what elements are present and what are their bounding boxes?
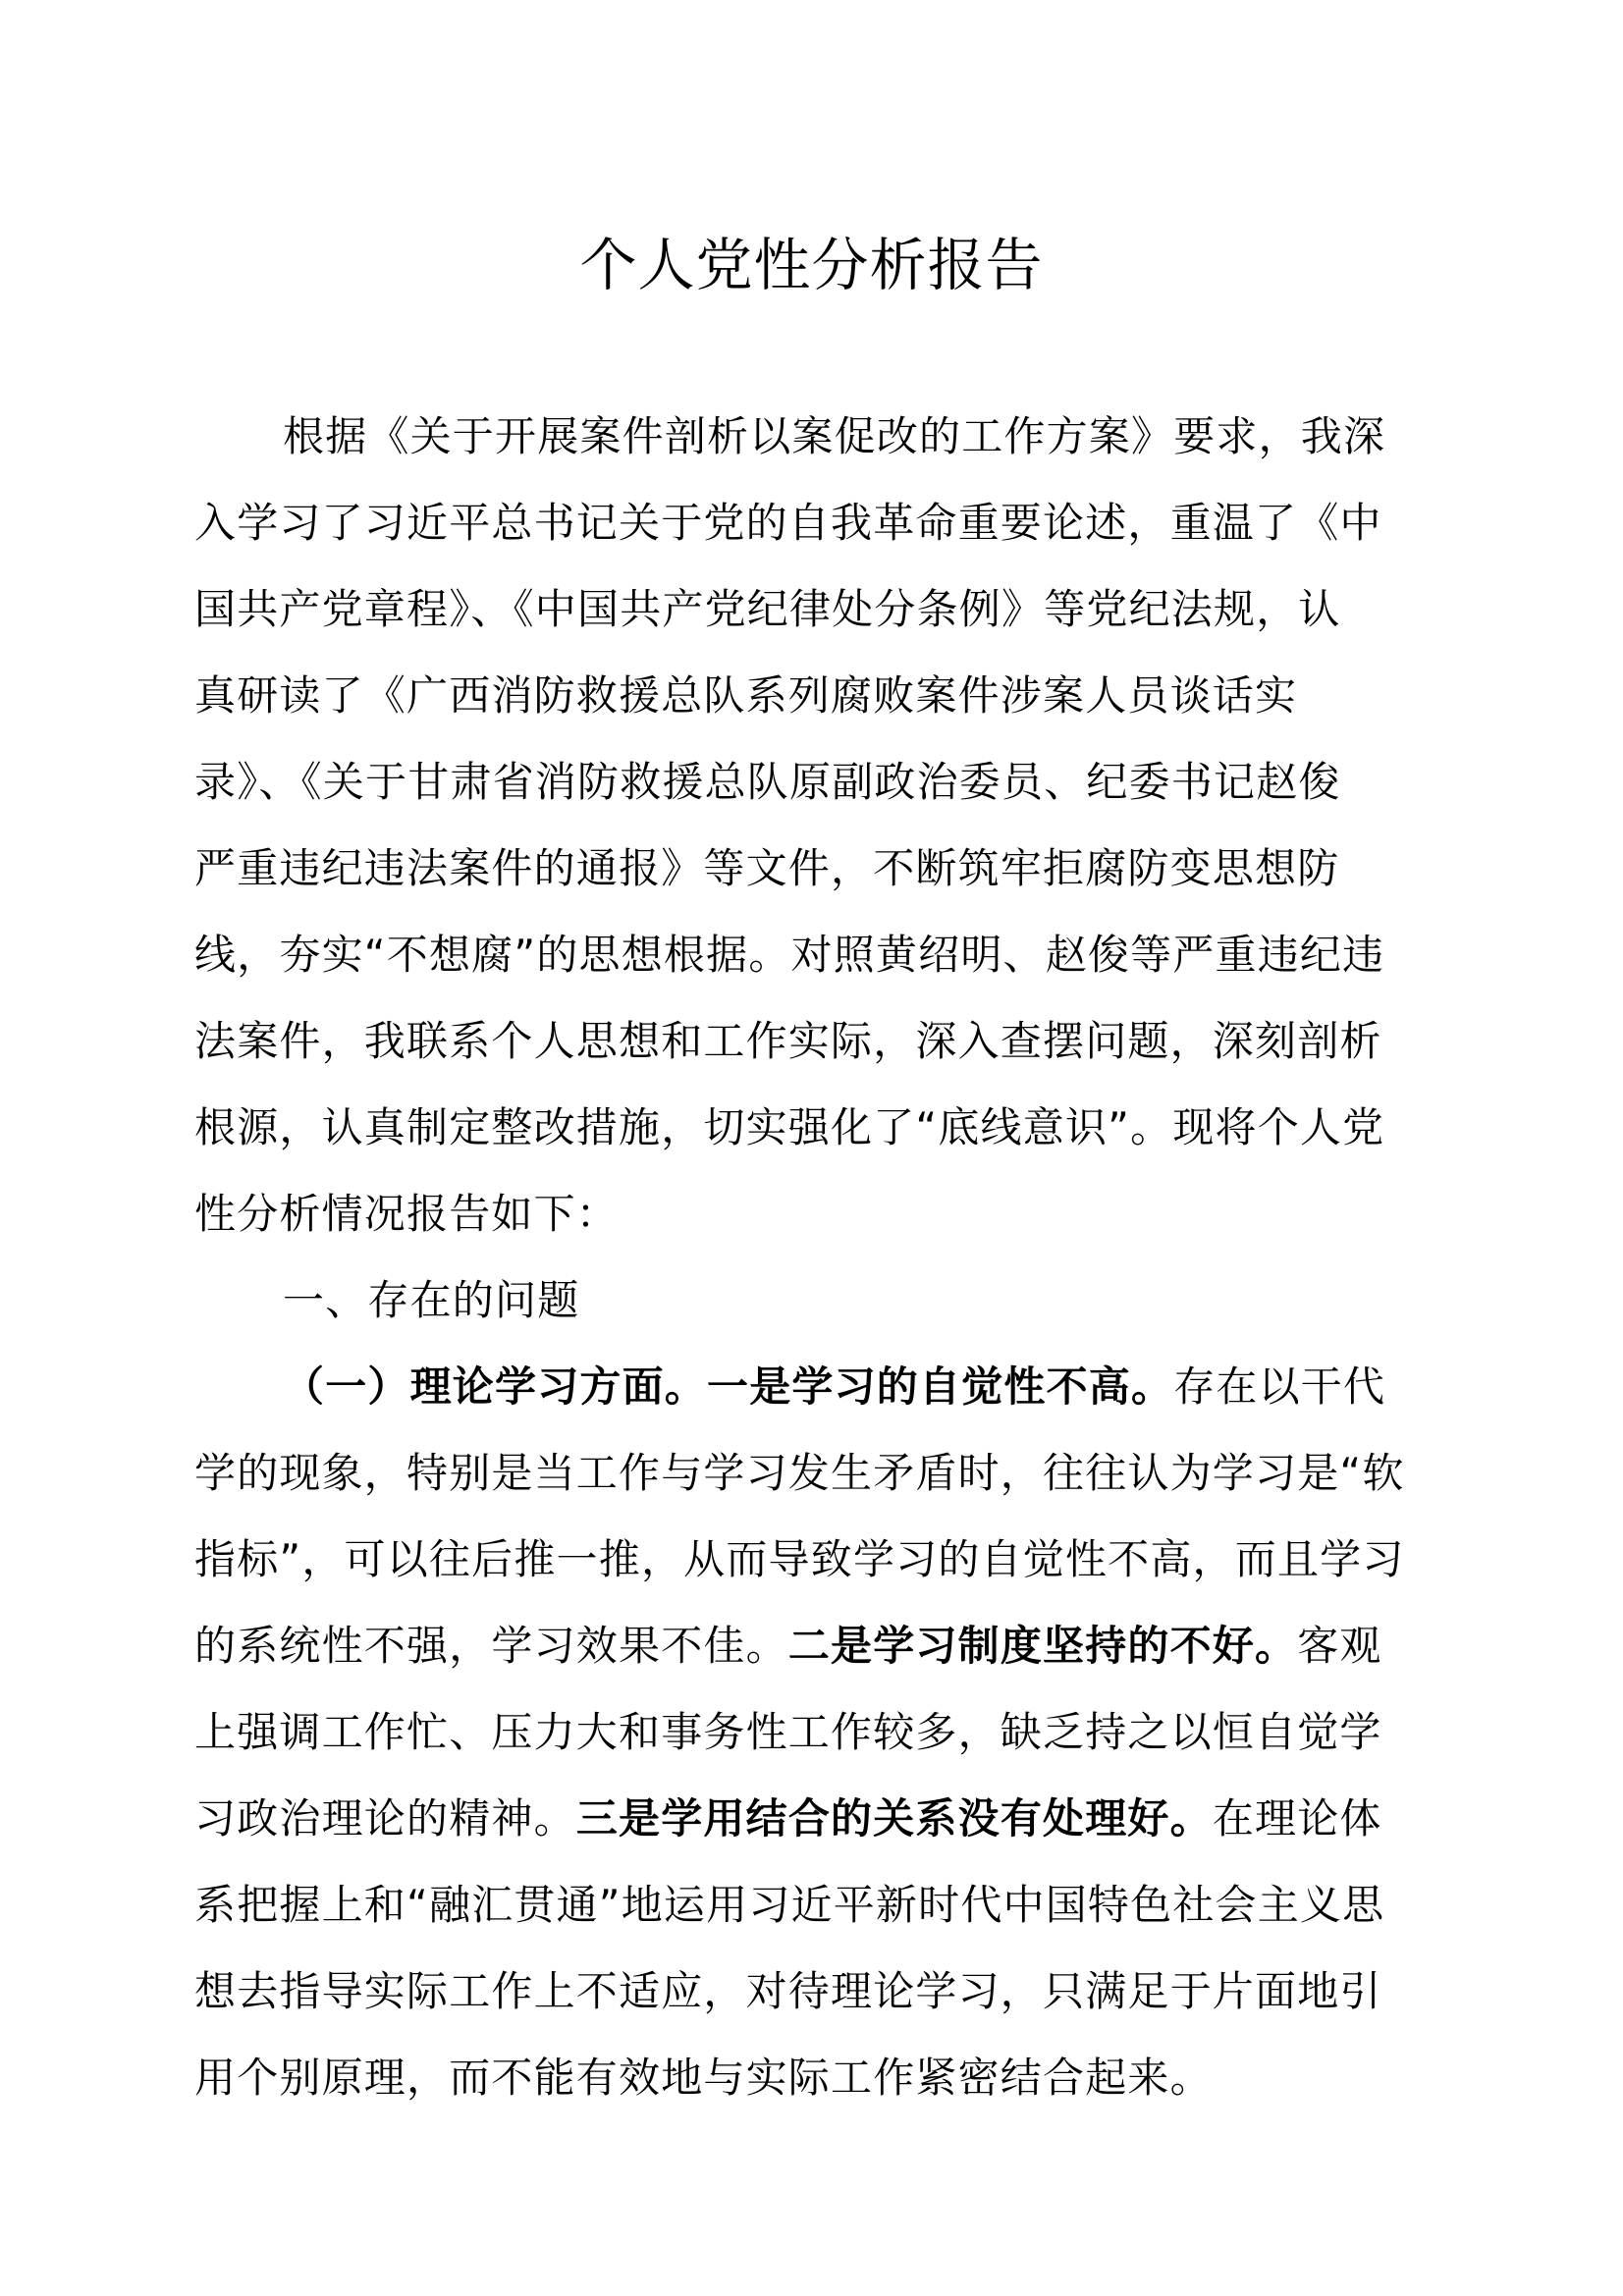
paragraph-text: 在理论体 [1212,1794,1382,1842]
paragraph-line: 想去指导实际工作上不适应，对待理论学习，只满足于片面地引 [194,1967,1382,2015]
paragraph-line: 国共产党章程》、《中国共产党纪律处分条例》等党纪法规，认 [194,585,1341,633]
subsection-heading: （一）理论学习方面。一是学习的自觉性不高。 [283,1362,1174,1411]
point-heading: 三是学用结合的关系没有处理好。 [575,1794,1213,1842]
paragraph-text: 的系统性不强，学习效果不佳。 [194,1622,788,1670]
section-heading: 一、存在的问题 [283,1276,580,1324]
paragraph-line: 学的现象，特别是当工作与学习发生矛盾时，往往认为学习是“软 [194,1449,1405,1497]
paragraph-line: 线，夯实“不想腐”的思想根据。对照黄绍明、赵俊等严重违纪违 [194,931,1385,979]
paragraph-text: 客观 [1297,1622,1382,1670]
paragraph-line: 根据《关于开展案件剖析以案促改的工作方案》要求，我深 [283,412,1386,460]
paragraph-line: 用个别原理，而不能有效地与实际工作紧密结合起来。 [194,2054,1213,2102]
paragraph-line [194,1619,1471,1674]
paragraph-line: 法案件，我联系个人思想和工作实际，深入查摆问题，深刻剖析 [194,1017,1382,1065]
paragraph-line: 根源，认真制定整改措施，切实强化了“底线意识”。现将个人党 [194,1103,1385,1151]
document-title: 个人党性分析报告 [579,232,1044,298]
paragraph-line: 性分析情况报告如下： [194,1190,620,1238]
paragraph-line: 严重违纪违法案件的通报》等文件，不断筑牢拒腐防变思想防 [194,844,1340,892]
paragraph-line [283,1360,1559,1415]
paragraph-line: 上强调工作忙、压力大和事务性工作较多，缺乏持之以恒自觉学 [194,1708,1382,1756]
paragraph-line: 录》、《关于甘肃省消防救援总队原副政治委员、纪委书记赵俊 [194,758,1341,806]
paragraph-line [194,1791,1471,1846]
paragraph-line: 指标”，可以往后推一推，从而导致学习的自觉性不高，而且学习 [194,1535,1405,1583]
paragraph-line: 入学习了习近平总书记关于党的自我革命重要论述，重温了《中 [194,499,1382,547]
point-heading: 二是学习制度坚持的不好。 [787,1622,1298,1670]
paragraph-text: 习政治理论的精神。 [194,1794,576,1842]
paragraph-text: 存在以干代 [1173,1362,1386,1411]
paragraph-line: 真研读了《广西消防救援总队系列腐败案件涉案人员谈话实 [194,671,1298,720]
paragraph-line: 系把握上和“融汇贯通”地运用习近平新时代中国特色社会主义思 [194,1881,1385,1929]
